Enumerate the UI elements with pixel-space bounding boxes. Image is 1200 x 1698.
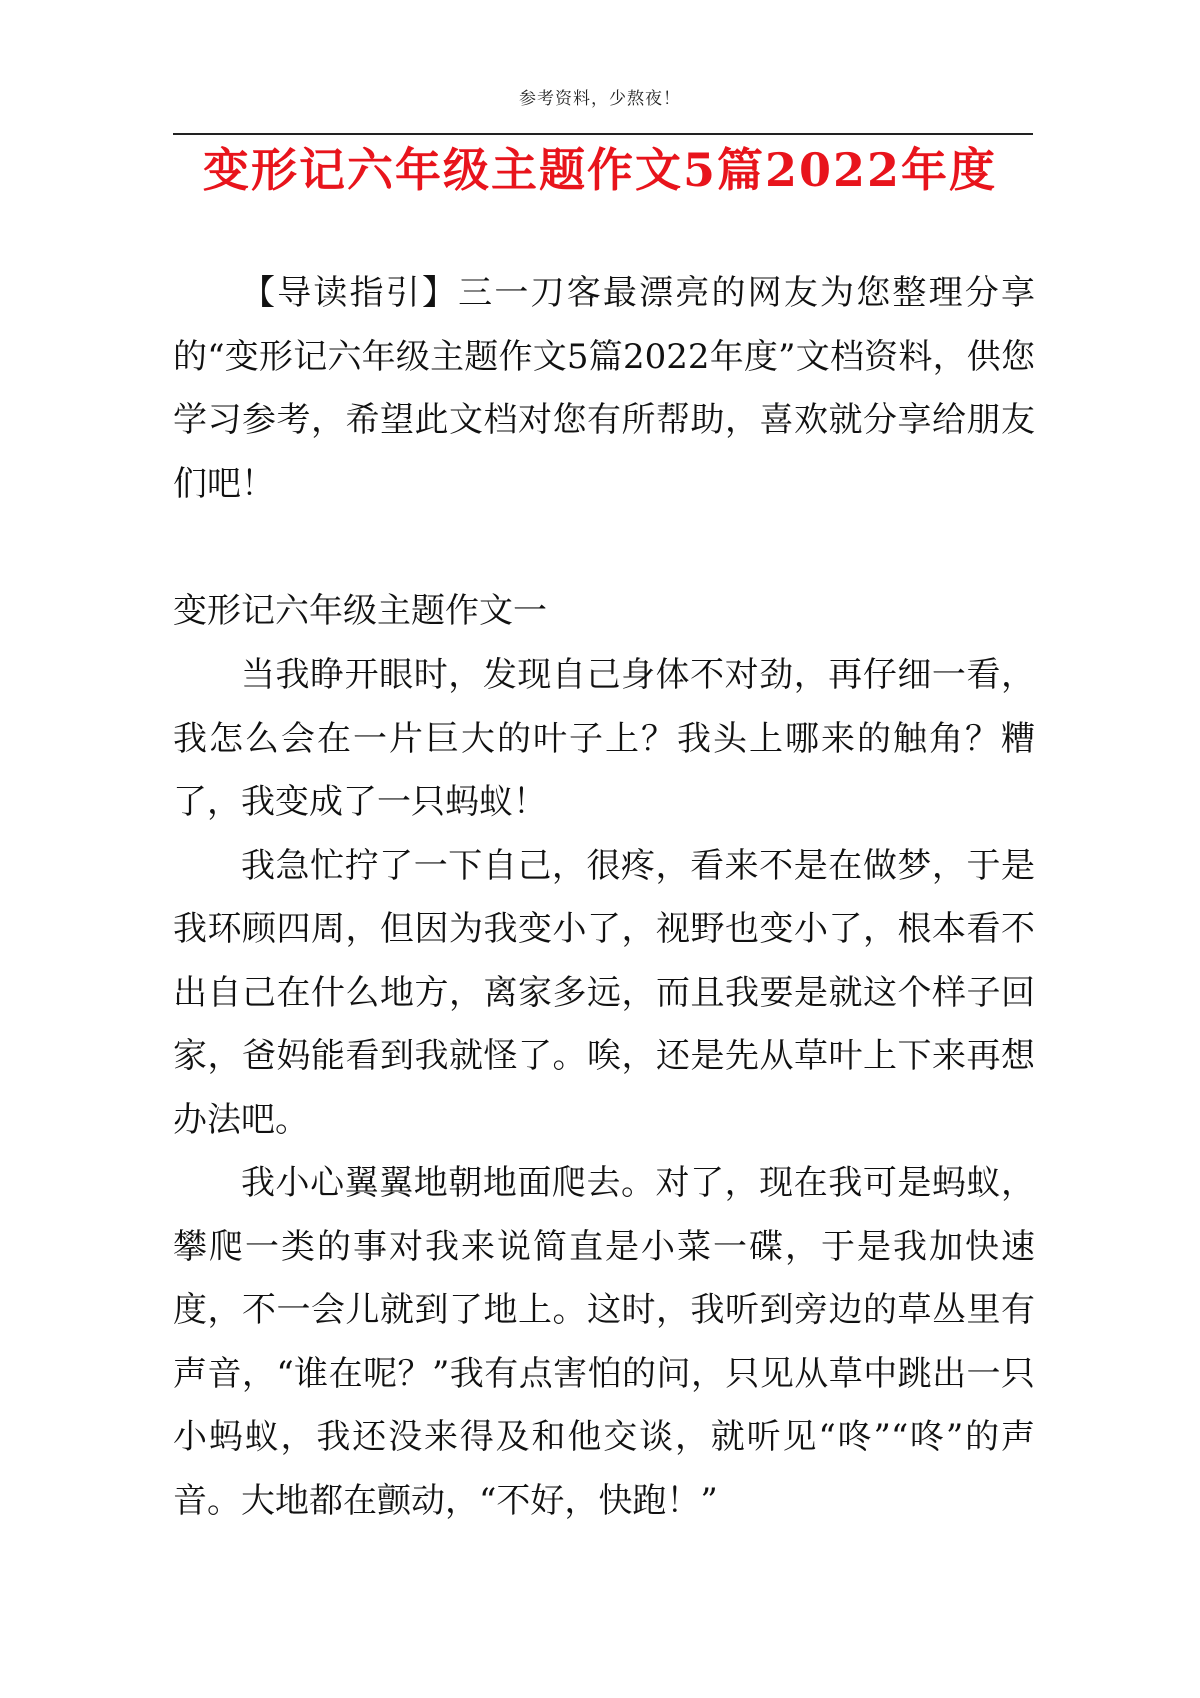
intro-paragraph: 【导读指引】三一刀客最漂亮的网友为您整理分享的“变形记六年级主题作文5篇2022年度”文档资料，供您学习参考，希望此文档对您有所帮助，喜欢就分享给朋友们吧！ <box>173 273 1035 504</box>
essay-paragraph-1: 当我睁开眼时，发现自己身体不对劲，再仔细一看，我怎么会在一片巨大的叶子上？我头上哪来的触角？糟了，我变成了一只蚂蚁！ <box>173 655 1035 822</box>
header-note: 参考资料，少熬夜！ <box>519 89 681 109</box>
essay-body <box>173 644 1035 1533</box>
section-heading: 变形记六年级主题作文一 <box>173 591 547 631</box>
essay-paragraph-2: 我急忙拧了一下自己，很疼，看来不是在做梦，于是我环顾四周，但因为我变小了，视野也变小了，根本看不出自己在什么地方，离家多远，而且我要是就这个样子回家，爸妈能看到我就怪了。唉，还是先从草叶上下来再想办法吧。 <box>173 845 1035 1140</box>
document-title: 变形记六年级主题作文5篇2022年度 <box>202 143 998 197</box>
header-divider <box>173 133 1033 135</box>
essay-paragraph-3: 我小心翼翼地朝地面爬去。对了，现在我可是蚂蚁，攀爬一类的事对我来说简直是小菜一碟，于是我加快速度，不一会儿就到了地上。这时，我听到旁边的草丛里有声音，“谁在呢？”我有点害怕的问，只见从草中跳出一只小蚂蚁，我还没来得及和他交谈，就听见“咚”“咚”的声音。大地都在颤动，“不好，快跑！” <box>173 1163 1035 1521</box>
